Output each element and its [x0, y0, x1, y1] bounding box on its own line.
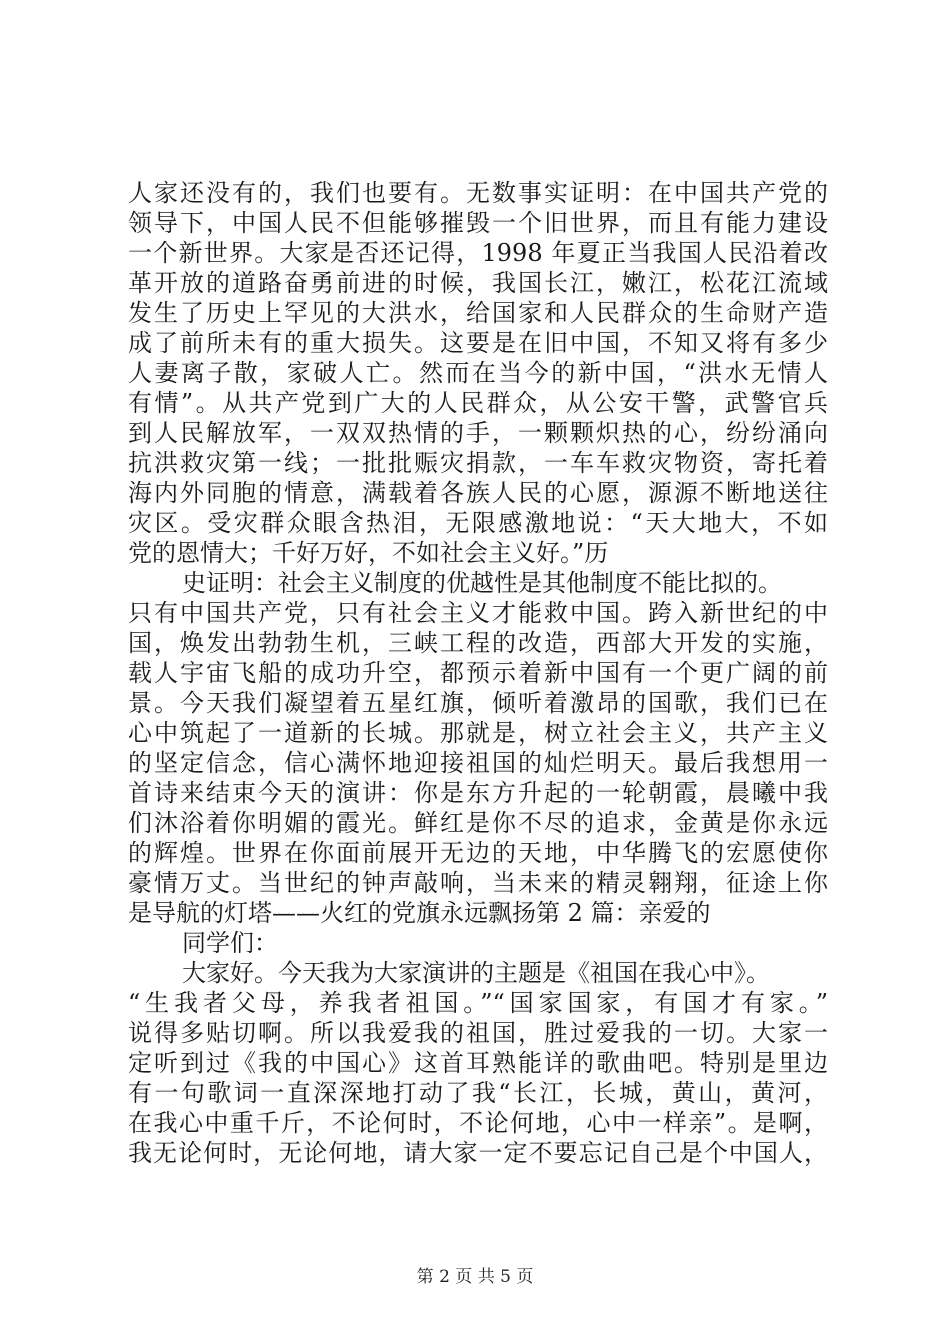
body-text-line: 人妻离子散，家破人亡。然而在当今的新中国，“洪水无情人 [128, 359, 828, 387]
body-text-line: 只有中国共产党，只有社会主义才能救中国。跨入新世纪的中 [128, 599, 828, 627]
body-text-line: 党的恩情大；千好万好，不如社会主义好。”历 [128, 539, 609, 567]
salutation-line: 同学们： [182, 929, 278, 957]
body-text-line: 景。今天我们凝望着五星红旗，倾听着激昂的国歌，我们已在 [128, 689, 828, 717]
body-text-line: 载人宇宙飞船的成功升空，都预示着新中国有一个更广阔的前 [128, 659, 828, 687]
paragraph-start-line: 大家好。今天我为大家演讲的主题是《祖国在我心中》。 [182, 959, 770, 987]
body-text-line: 发生了历史上罕见的大洪水，给国家和人民群众的生命财产造 [128, 299, 828, 327]
body-text-line: 的坚定信念，信心满怀地迎接祖国的灿烂明天。最后我想用一 [128, 749, 828, 777]
body-text-line: 是导航的灯塔——火红的党旗永远飘扬第 2 篇：亲爱的 [128, 899, 711, 927]
body-text-line: 灾区。受灾群众眼含热泪，无限感激地说：“天大地大，不如 [128, 509, 828, 537]
body-text-line: 有情”。从共产党到广大的人民群众，从公安干警，武警官兵 [128, 389, 828, 417]
body-text-line: 说得多贴切啊。所以我爱我的祖国，胜过爱我的一切。大家一 [128, 1019, 828, 1047]
body-text-line: 领导下，中国人民不但能够摧毁一个旧世界，而且有能力建设 [128, 209, 828, 237]
body-text-line: 到人民解放军，一双双热情的手，一颗颗炽热的心，纷纷涌向 [128, 419, 828, 447]
page-footer: 第 2 页 共 5 页 [416, 1267, 534, 1287]
body-text-line: 成了前所未有的重大损失。这要是在旧中国，不知又将有多少 [128, 329, 828, 357]
body-text-line: 一个新世界。大家是否还记得，1998 年夏正当我国人民沿着改 [128, 239, 828, 267]
body-text-line: 定听到过《我的中国心》这首耳熟能详的歌曲吧。特别是里边 [128, 1049, 828, 1077]
body-text-line: 有一句歌词一直深深地打动了我“长江，长城，黄山，黄河， [128, 1079, 828, 1107]
body-text-line: 国，焕发出勃勃生机，三峡工程的改造，西部大开发的实施， [128, 629, 828, 657]
body-text-line: 们沐浴着你明媚的霞光。鲜红是你不尽的追求，金黄是你永远 [128, 809, 828, 837]
body-text-line: 在我心中重千斤，不论何时，不论何地，心中一样亲”。是啊， [128, 1109, 828, 1137]
body-text-line: “生我者父母，养我者祖国。”“国家国家，有国才有家。” [128, 989, 828, 1017]
body-text-line: 豪情万丈。当世纪的钟声敲响，当未来的精灵翱翔，征途上你 [128, 869, 828, 897]
body-text-line: 抗洪救灾第一线；一批批赈灾捐款，一车车救灾物资，寄托着 [128, 449, 828, 477]
paragraph-start-line: 史证明：社会主义制度的优越性是其他制度不能比拟的。 [182, 569, 782, 597]
body-text-line: 我无论何时，无论何地，请大家一定不要忘记自己是个中国人， [128, 1139, 828, 1167]
body-text-line: 的辉煌。世界在你面前展开无边的天地，中华腾飞的宏愿使你 [128, 839, 828, 867]
body-text-line: 首诗来结束今天的演讲：你是东方升起的一轮朝霞，晨曦中我 [128, 779, 828, 807]
body-text-line: 人家还没有的，我们也要有。无数事实证明：在中国共产党的 [128, 179, 828, 207]
body-text-line: 心中筑起了一道新的长城。那就是，树立社会主义，共产主义 [128, 719, 828, 747]
body-text-line: 革开放的道路奋勇前进的时候，我国长江，嫩江，松花江流域 [128, 269, 828, 297]
body-text-line: 海内外同胞的情意，满载着各族人民的心愿，源源不断地送往 [128, 479, 828, 507]
